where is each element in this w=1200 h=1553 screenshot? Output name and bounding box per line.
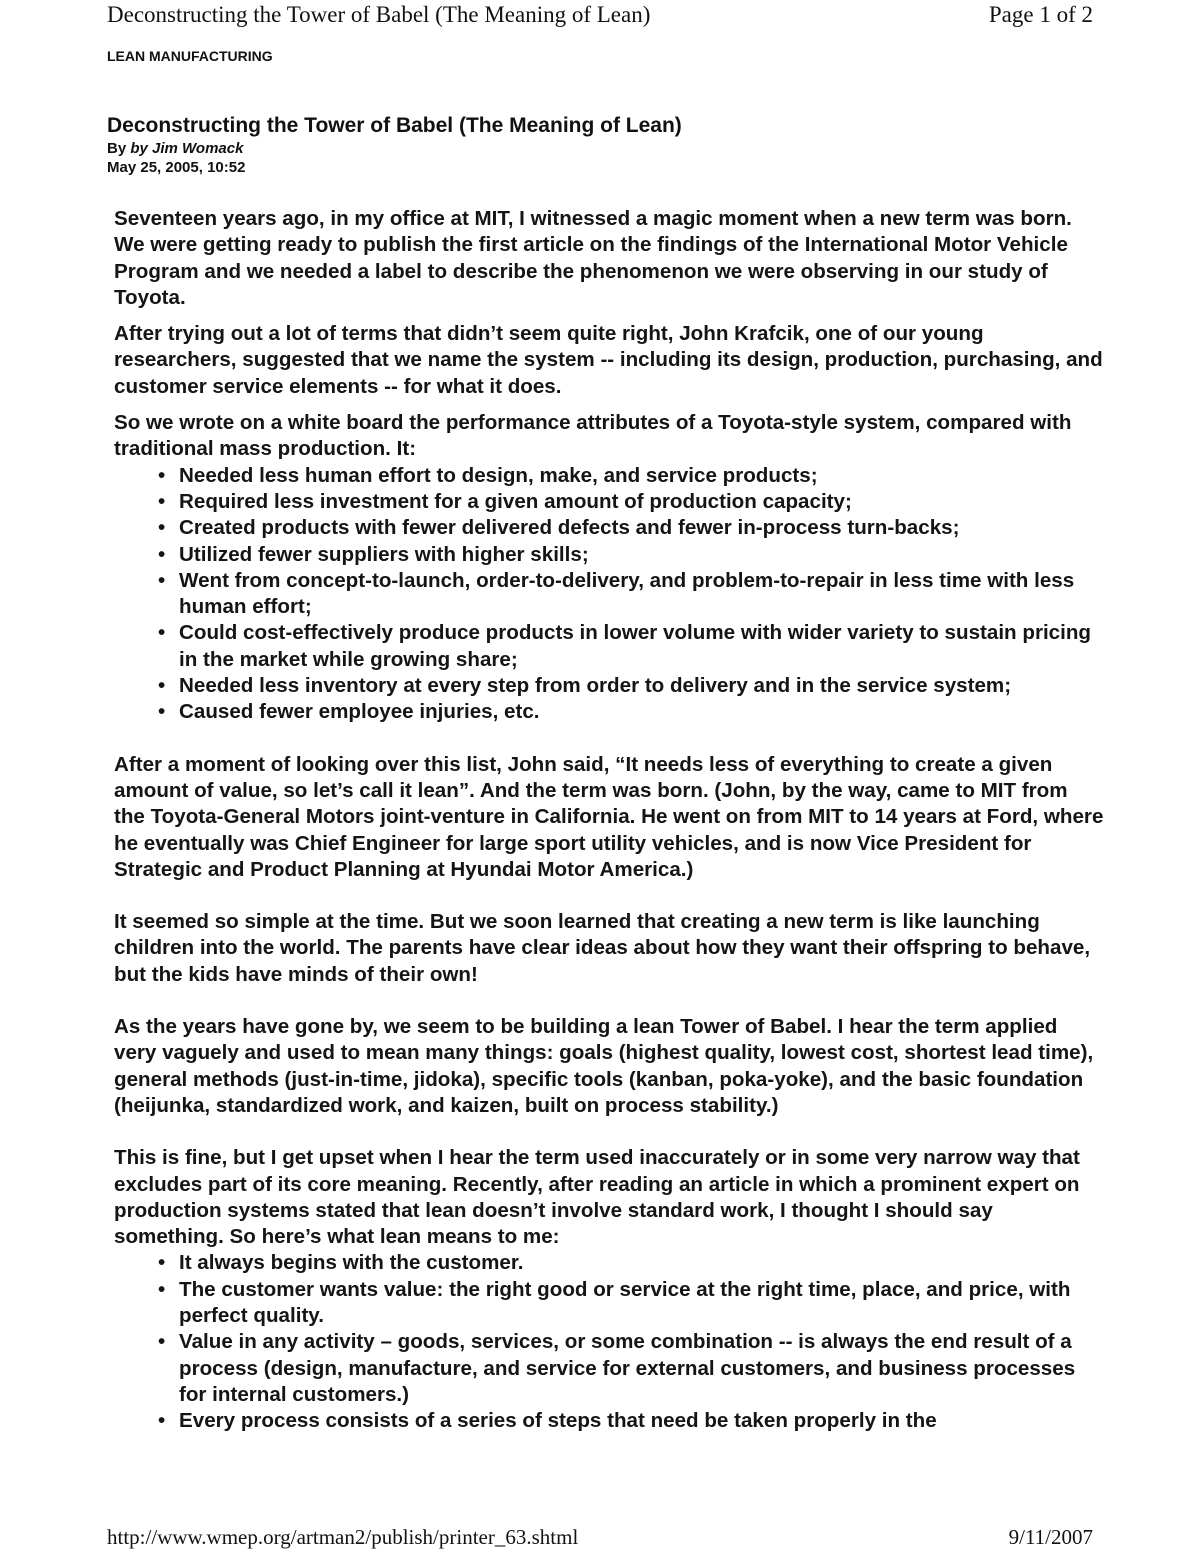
byline-prefix: By [107, 140, 127, 157]
print-header-title: Deconstructing the Tower of Babel (The Meaning of Lean) [107, 2, 651, 27]
paragraph: After a moment of looking over this list, John said, “It needs less of everything to create a given amount of value, so let’s call it lean”. And the term was born. (John, by the way, came to MIT from the Toyota-General Motors joint-venture in California. He went on from MIT to 14 years at Ford, where he eventually was Chief Engineer for large sport utility vehicles, and is now Vice President for Strategic and Product Planning at Hyundai Motor America.) [114, 752, 1104, 881]
list-item: • Could cost-effectively produce products in lower volume with wider variety to sustain pricing in the market while growing share; [158, 620, 1104, 673]
paragraph: After trying out a lot of terms that didn’t seem quite right, John Krafcik, one of our young researchers, suggested that we name the system -- including its design, production, purchasing, and customer service elements -- for what it does. [114, 322, 1103, 398]
author-name: by Jim Womack [130, 140, 244, 157]
paragraph: Seventeen years ago, in my office at MIT, I witnessed a magic moment when a new term was born. We were getting ready to publish the first article on the findings of the International Motor Vehicle Program and we needed a label to describe the phenomenon we were observing in our study of Toyota. [114, 207, 1072, 309]
list-item: • Required less investment for a given amount of production capacity; [158, 489, 1104, 515]
paragraph: This is fine, but I get upset when I hear the term used inaccurately or in some very narrow way that excludes part of its core meaning. Recently, after reading an article in which a prominent expert on production systems stated that lean doesn’t involve standard work, I thought I should say something. So here’s what lean means to me: [114, 1146, 1080, 1249]
lean-meaning-list [114, 1250, 1104, 1434]
list-item: • Created products with fewer delivered defects and fewer in-process turn-backs; [158, 515, 1104, 541]
list-item: • The customer wants value: the right good or service at the right time, place, and price, with perfect quality. [158, 1277, 1104, 1330]
paragraph: It seemed so simple at the time. But we soon learned that creating a new term is like launching children into the world. The parents have clear ideas about how they want their offspring to behave, but the kids have minds of their own! [114, 910, 1091, 986]
list-item: • Went from concept-to-launch, order-to-delivery, and problem-to-repair in less time with less human effort; [158, 568, 1104, 621]
list-item: • Value in any activity – goods, services, or some combination -- is always the end result of a process (design, manufacture, and service for external customers, and business processes for internal customers.) [158, 1329, 1104, 1408]
list-item: • Caused fewer employee injuries, etc. [158, 699, 1104, 725]
footer-date: 9/11/2007 [1008, 1525, 1093, 1549]
paragraph: As the years have gone by, we seem to be building a lean Tower of Babel. I hear the term applied very vaguely and used to mean many things: goals (highest quality, lowest cost, shortest lead time), general methods (just-in-time, jidoka), specific tools (kanban, poka-yoke), and the basic foundation (heijunka, standardized work, and kaizen, built on process stability.) [114, 1015, 1094, 1117]
list-item: • Needed less human effort to design, make, and service products; [158, 463, 1104, 489]
section-label: LEAN MANUFACTURING [107, 48, 273, 64]
list-item: • It always begins with the customer. [158, 1250, 1104, 1276]
paragraph: So we wrote on a white board the performance attributes of a Toyota-style system, compared with traditional mass production. It: [114, 411, 1072, 461]
article-date: May 25, 2005, 10:52 [107, 159, 246, 176]
list-item: • Utilized fewer suppliers with higher skills; [158, 542, 1104, 568]
article-body [114, 206, 1104, 1434]
page-indicator: Page 1 of 2 [988, 2, 1093, 27]
article-title: Deconstructing the Tower of Babel (The Meaning of Lean) [107, 114, 682, 137]
attributes-list [114, 463, 1104, 726]
list-item: • Needed less inventory at every step from order to delivery and in the service system; [158, 673, 1104, 699]
list-item: • Every process consists of a series of steps that need be taken properly in the [158, 1408, 1104, 1434]
byline [107, 140, 243, 157]
footer-url: http://www.wmep.org/artman2/publish/printer_63.shtml [107, 1525, 579, 1549]
